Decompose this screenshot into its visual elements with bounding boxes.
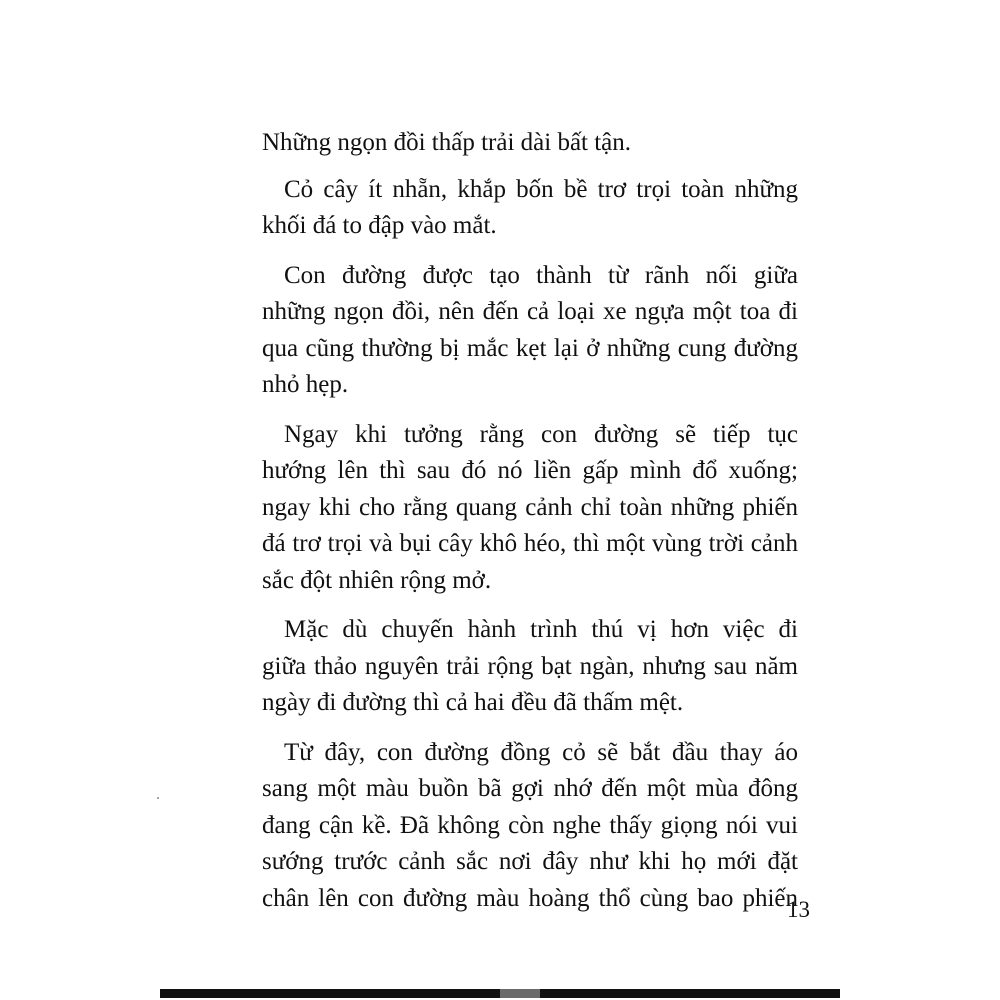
page-number: 13 <box>787 897 810 922</box>
text-line: nhỏ hẹp. <box>262 371 349 398</box>
text-line: khối đá to đập vào mắt. <box>262 212 497 239</box>
scan-speck <box>157 797 159 799</box>
text-line: sướng trước cảnh sắc nơi đây như khi họ mới đặt <box>262 848 798 875</box>
text-line: Ngay khi tưởng rằng con đường sẽ tiếp tục <box>284 420 798 448</box>
text-line: đang cận kề. Đã không còn nghe thấy giọng nói vui <box>262 811 798 839</box>
text-line: Từ đây, con đường đồng cỏ sẽ bắt đầu thay áo <box>284 738 798 766</box>
text-line: qua cũng thường bị mắc kẹt lại ở những cung đường <box>262 334 798 362</box>
text-line: sắc đột nhiên rộng mở. <box>262 566 492 594</box>
body-text <box>262 125 798 917</box>
text-line: đá trơ trọi và bụi cây khô héo, thì một vùng trời cảnh <box>262 530 798 557</box>
text-line: Con đường được tạo thành từ rãnh nối giữa <box>284 261 798 289</box>
paragraph <box>262 417 798 600</box>
paragraph <box>262 125 798 162</box>
text-line: Mặc dù chuyến hành trình thú vị hơn việc đi <box>284 616 798 643</box>
text-line: hướng lên thì sau đó nó liền gấp mình đổ xuống; <box>262 457 798 484</box>
paragraph <box>262 172 798 245</box>
text-line: ngay khi cho rằng quang cảnh chỉ toàn những phiến <box>262 493 798 521</box>
paragraph <box>262 258 798 404</box>
scan-edge-bar <box>160 989 840 998</box>
text-line: sang một màu buồn bã gợi nhớ đến một mùa đông <box>262 775 798 802</box>
text-line: giữa thảo nguyên trải rộng bạt ngàn, nhưng sau năm <box>262 652 798 680</box>
text-line: chân lên con đường màu hoàng thổ cùng bao phiến <box>262 884 798 912</box>
scan-edge-gap <box>500 989 540 998</box>
text-line: Cỏ cây ít nhẵn, khắp bốn bề trơ trọi toàn những <box>284 175 798 203</box>
text-line: ngày đi đường thì cả hai đều đã thấm mệt. <box>262 689 684 716</box>
text-line: những ngọn đồi, nên đến cả loại xe ngựa một toa đi <box>262 298 798 325</box>
paragraph <box>262 612 798 722</box>
paragraph <box>262 735 798 918</box>
text-line: Những ngọn đồi thấp trải dài bất tận. <box>262 129 632 156</box>
